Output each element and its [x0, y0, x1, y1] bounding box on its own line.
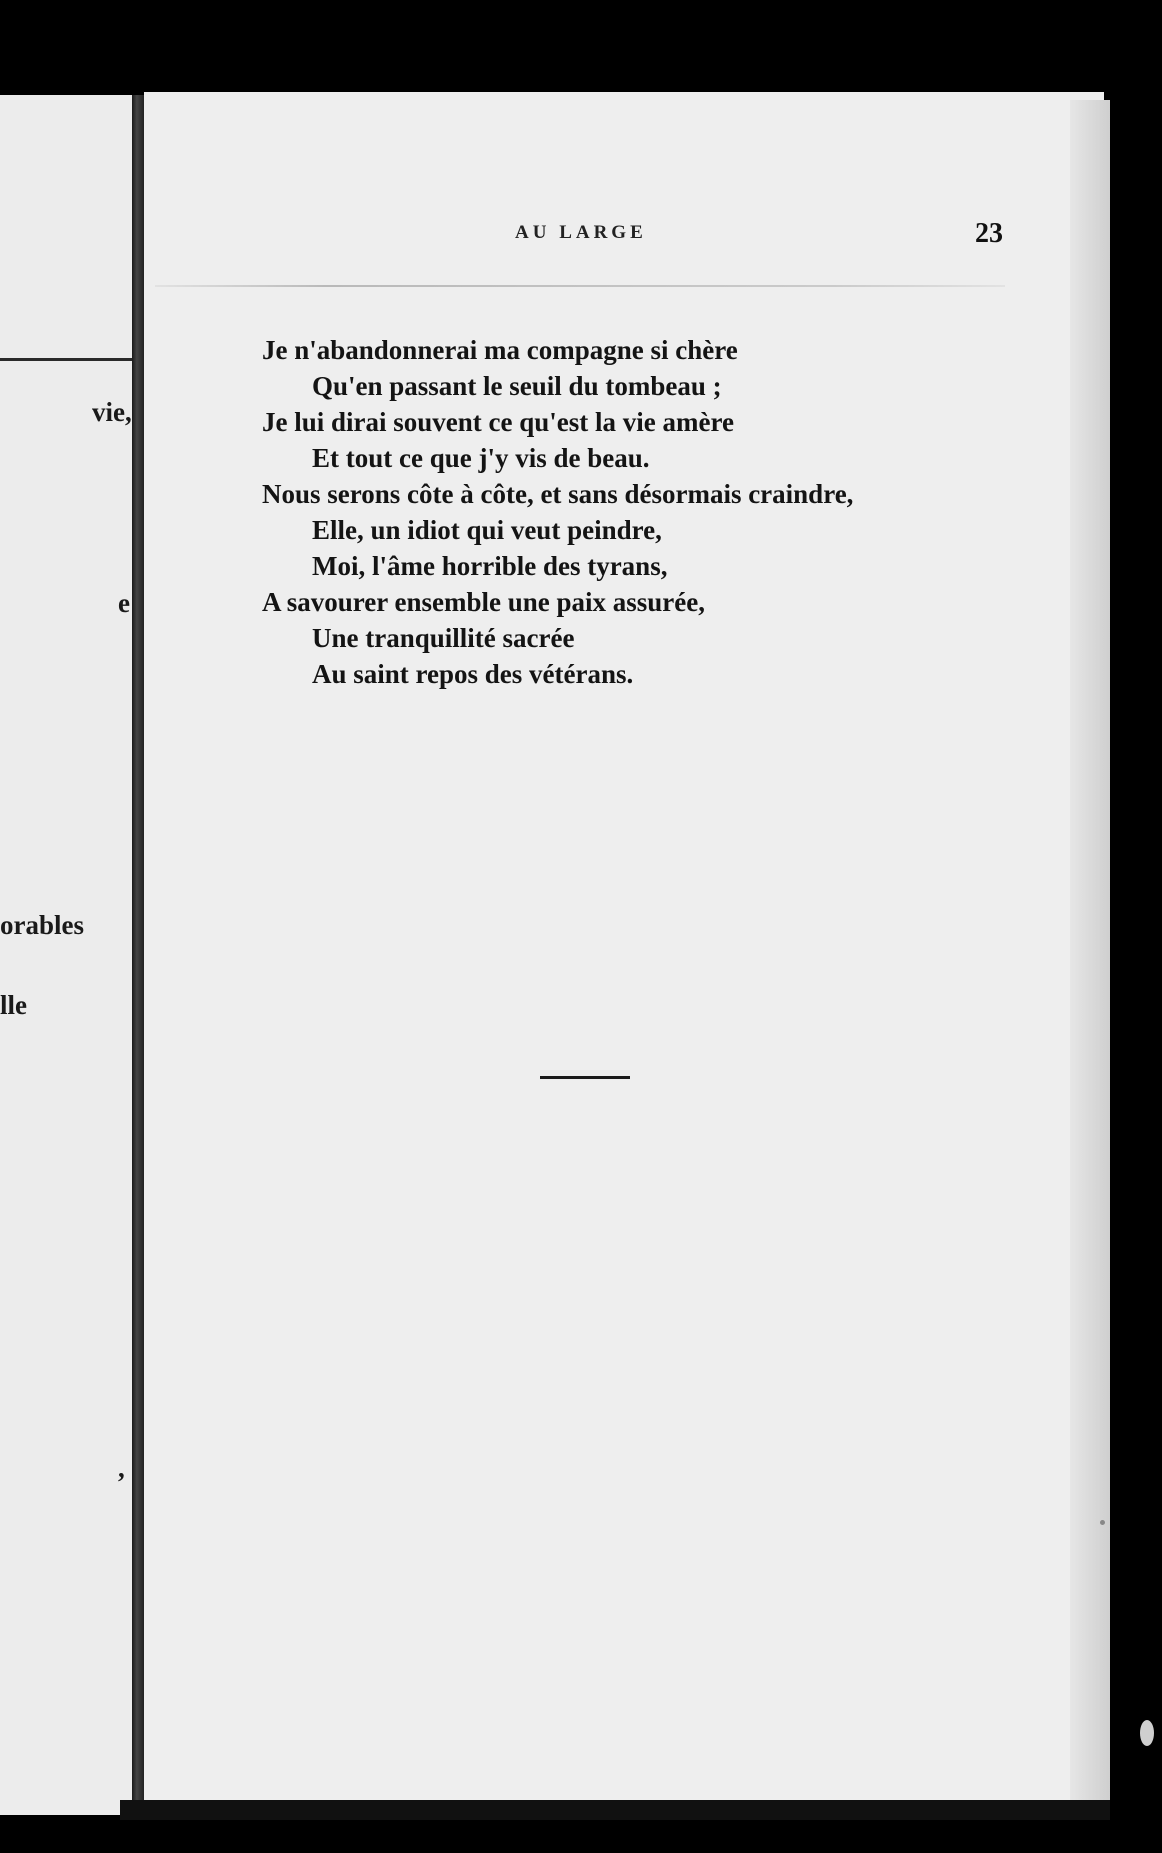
poem-line: Et tout ce que j'y vis de beau.: [312, 443, 650, 473]
page-edge-shadow: [1070, 100, 1110, 1800]
previous-page-fragment: orables: [0, 910, 84, 940]
poem-line: Je n'abandonnerai ma compagne si chère: [262, 335, 738, 365]
running-head: AU LARGE: [515, 222, 647, 243]
poem-line: Au saint repos des vétérans.: [312, 659, 634, 689]
page-bottom-edge: [120, 1800, 1110, 1820]
poem-line: A savourer ensemble une paix assurée,: [262, 587, 706, 617]
previous-page-fragment: ,: [118, 1453, 125, 1483]
book-spine: [132, 95, 144, 1820]
header-rule: [155, 285, 1005, 287]
previous-page-header-rule: [0, 358, 138, 361]
poem-line: Une tranquillité sacrée: [312, 623, 575, 653]
poem-line: Je lui dirai souvent ce qu'est la vie amère: [262, 407, 734, 437]
poem-line: Moi, l'âme horrible des tyrans,: [312, 551, 668, 581]
poem-line: Elle, un idiot qui veut peindre,: [312, 515, 662, 545]
poem-line: Nous serons côte à côte, et sans désormais craindre,: [262, 479, 854, 509]
end-of-poem-rule: [540, 1076, 630, 1079]
scan-artifact: [1100, 1520, 1105, 1525]
page-number: 23: [975, 218, 1003, 249]
previous-page-edge: [0, 95, 140, 1815]
scan-artifact: [1140, 1720, 1154, 1746]
previous-page-fragment: vie,: [92, 397, 132, 427]
poem-line: Qu'en passant le seuil du tombeau ;: [312, 371, 722, 401]
previous-page-fragment: e: [118, 588, 130, 618]
poem-stanza: [262, 332, 853, 692]
previous-page-fragment: lle: [0, 990, 27, 1020]
